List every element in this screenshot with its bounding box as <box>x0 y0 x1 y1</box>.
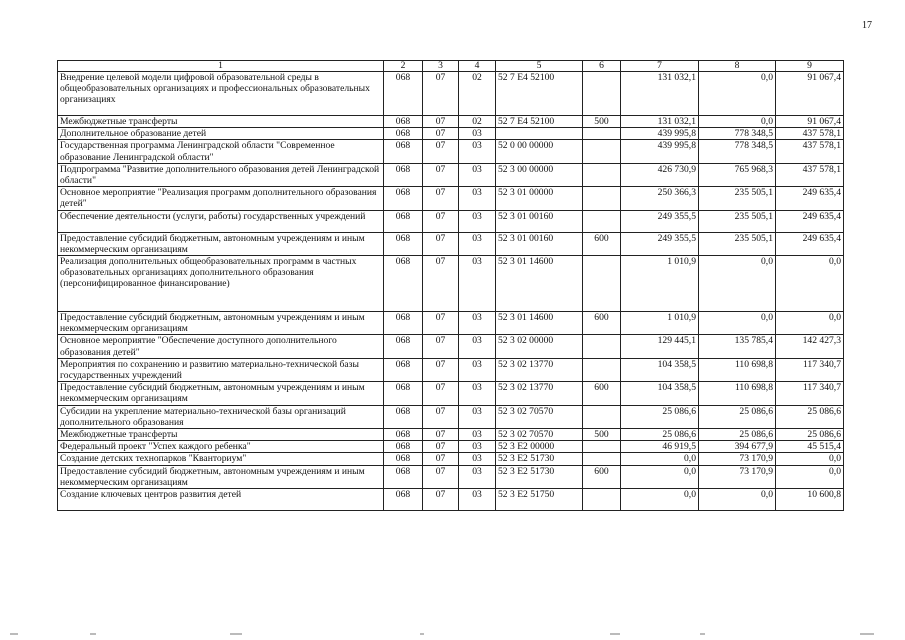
ved-code-cell: 068 <box>384 256 423 312</box>
amount-col7-cell: 0,0 <box>621 489 699 511</box>
expense-type-cell <box>583 140 621 163</box>
section-cell: 07 <box>423 489 459 511</box>
subsection-cell: 03 <box>459 382 496 405</box>
subsection-cell: 03 <box>459 256 496 312</box>
row-name-cell: Межбюджетные трансферты <box>58 429 384 441</box>
subsection-cell: 03 <box>459 465 496 488</box>
amount-col8-cell: 235 505,1 <box>699 187 776 210</box>
row-name-cell: Государственная программа Ленинградской области "Современное образование Ленинградской области" <box>58 140 384 163</box>
row-name-cell: Внедрение целевой модели цифровой образовательной среды в общеобразовательных организациях и профессиональных образовательных организациях <box>58 72 384 116</box>
row-name-cell: Предоставление субсидий бюджетным, автономным учреждениям и иным некоммерческим организациям <box>58 232 384 255</box>
row-name-cell: Федеральный проект "Успех каждого ребенка" <box>58 441 384 453</box>
subsection-cell: 03 <box>459 405 496 428</box>
amount-col7-cell: 25 086,6 <box>621 405 699 428</box>
amount-col9-cell: 249 635,4 <box>776 210 844 232</box>
target-article-cell: 52 3 E2 51730 <box>496 453 583 465</box>
ved-code-cell: 068 <box>384 441 423 453</box>
amount-col8-cell: 0,0 <box>699 489 776 511</box>
section-cell: 07 <box>423 358 459 381</box>
amount-col9-cell: 117 340,7 <box>776 358 844 381</box>
subsection-cell: 03 <box>459 210 496 232</box>
amount-col8-cell: 0,0 <box>699 72 776 116</box>
expense-type-cell <box>583 128 621 140</box>
table-row <box>58 256 844 312</box>
amount-col7-cell: 104 358,5 <box>621 358 699 381</box>
header-cell: 4 <box>459 61 496 72</box>
table-row <box>58 453 844 465</box>
table-row <box>58 312 844 335</box>
subsection-cell: 03 <box>459 312 496 335</box>
table-row <box>58 128 844 140</box>
amount-col7-cell: 1 010,9 <box>621 312 699 335</box>
table-row <box>58 232 844 255</box>
row-name-cell: Подпрограмма "Развитие дополнительного образования детей Ленинградской области" <box>58 163 384 186</box>
amount-col8-cell: 73 170,9 <box>699 453 776 465</box>
ved-code-cell: 068 <box>384 453 423 465</box>
target-article-cell: 52 3 00 00000 <box>496 163 583 186</box>
ved-code-cell: 068 <box>384 405 423 428</box>
amount-col7-cell: 129 445,1 <box>621 335 699 358</box>
target-article-cell: 52 3 02 70570 <box>496 429 583 441</box>
row-name-cell: Основное мероприятие "Обеспечение доступного дополнительного образования детей" <box>58 335 384 358</box>
amount-col9-cell: 437 578,1 <box>776 163 844 186</box>
amount-col7-cell: 25 086,6 <box>621 429 699 441</box>
section-cell: 07 <box>423 335 459 358</box>
target-article-cell: 52 3 01 00000 <box>496 187 583 210</box>
table-row <box>58 210 844 232</box>
row-name-cell: Предоставление субсидий бюджетным, автономным учреждениям и иным некоммерческим организациям <box>58 465 384 488</box>
ved-code-cell: 068 <box>384 140 423 163</box>
amount-col9-cell: 437 578,1 <box>776 140 844 163</box>
target-article-cell: 52 3 02 00000 <box>496 335 583 358</box>
ved-code-cell: 068 <box>384 210 423 232</box>
header-cell: 3 <box>423 61 459 72</box>
scan-mark <box>700 633 705 635</box>
section-cell: 07 <box>423 210 459 232</box>
amount-col7-cell: 131 032,1 <box>621 116 699 128</box>
amount-col7-cell: 439 995,8 <box>621 128 699 140</box>
subsection-cell: 03 <box>459 140 496 163</box>
expense-type-cell: 600 <box>583 382 621 405</box>
amount-col8-cell: 25 086,6 <box>699 405 776 428</box>
amount-col8-cell: 110 698,8 <box>699 382 776 405</box>
expense-type-cell <box>583 187 621 210</box>
expense-type-cell <box>583 453 621 465</box>
amount-col7-cell: 104 358,5 <box>621 382 699 405</box>
subsection-cell: 03 <box>459 489 496 511</box>
header-cell: 6 <box>583 61 621 72</box>
row-name-cell: Основное мероприятие "Реализация программ дополнительного образования детей" <box>58 187 384 210</box>
amount-col9-cell: 10 600,8 <box>776 489 844 511</box>
scan-mark <box>420 633 424 635</box>
section-cell: 07 <box>423 441 459 453</box>
amount-col9-cell: 25 086,6 <box>776 429 844 441</box>
amount-col9-cell: 142 427,3 <box>776 335 844 358</box>
header-cell: 8 <box>699 61 776 72</box>
amount-col7-cell: 0,0 <box>621 453 699 465</box>
ved-code-cell: 068 <box>384 489 423 511</box>
amount-col7-cell: 249 355,5 <box>621 210 699 232</box>
amount-col8-cell: 25 086,6 <box>699 429 776 441</box>
header-cell: 5 <box>496 61 583 72</box>
section-cell: 07 <box>423 465 459 488</box>
target-article-cell: 52 3 01 14600 <box>496 256 583 312</box>
amount-col8-cell: 0,0 <box>699 116 776 128</box>
row-name-cell: Создание детских технопарков "Кванториум" <box>58 453 384 465</box>
amount-col7-cell: 250 366,3 <box>621 187 699 210</box>
subsection-cell: 03 <box>459 335 496 358</box>
amount-col7-cell: 0,0 <box>621 465 699 488</box>
amount-col9-cell: 249 635,4 <box>776 232 844 255</box>
amount-col8-cell: 778 348,5 <box>699 128 776 140</box>
table-row <box>58 335 844 358</box>
section-cell: 07 <box>423 116 459 128</box>
table-row <box>58 72 844 116</box>
subsection-cell: 03 <box>459 187 496 210</box>
header-row <box>58 61 844 72</box>
amount-col9-cell: 0,0 <box>776 312 844 335</box>
section-cell: 07 <box>423 382 459 405</box>
section-cell: 07 <box>423 72 459 116</box>
ved-code-cell: 068 <box>384 465 423 488</box>
amount-col7-cell: 1 010,9 <box>621 256 699 312</box>
amount-col9-cell: 45 515,4 <box>776 441 844 453</box>
section-cell: 07 <box>423 187 459 210</box>
amount-col9-cell: 0,0 <box>776 256 844 312</box>
row-name-cell: Мероприятия по сохранению и развитию материально-технической базы государственных учреждений <box>58 358 384 381</box>
ved-code-cell: 068 <box>384 72 423 116</box>
amount-col9-cell: 91 067,4 <box>776 72 844 116</box>
amount-col8-cell: 0,0 <box>699 256 776 312</box>
table-row <box>58 441 844 453</box>
subsection-cell: 03 <box>459 453 496 465</box>
section-cell: 07 <box>423 405 459 428</box>
row-name-cell: Обеспечение деятельности (услуги, работы) государственных учреждений <box>58 210 384 232</box>
table-row <box>58 429 844 441</box>
row-name-cell: Создание ключевых центров развития детей <box>58 489 384 511</box>
section-cell: 07 <box>423 128 459 140</box>
header-cell: 9 <box>776 61 844 72</box>
table-row <box>58 187 844 210</box>
section-cell: 07 <box>423 163 459 186</box>
table-row <box>58 382 844 405</box>
budget-table <box>57 60 844 511</box>
subsection-cell: 02 <box>459 72 496 116</box>
page-number: 17 <box>862 20 872 31</box>
scan-mark <box>610 633 620 635</box>
amount-col9-cell: 0,0 <box>776 465 844 488</box>
amount-col7-cell: 249 355,5 <box>621 232 699 255</box>
target-article-cell: 52 3 01 00160 <box>496 232 583 255</box>
expense-type-cell <box>583 210 621 232</box>
expense-type-cell: 600 <box>583 312 621 335</box>
expense-type-cell <box>583 441 621 453</box>
target-article-cell: 52 3 01 00160 <box>496 210 583 232</box>
subsection-cell: 02 <box>459 116 496 128</box>
section-cell: 07 <box>423 140 459 163</box>
table-row <box>58 116 844 128</box>
amount-col9-cell: 249 635,4 <box>776 187 844 210</box>
header-cell: 1 <box>58 61 384 72</box>
ved-code-cell: 068 <box>384 128 423 140</box>
ved-code-cell: 068 <box>384 187 423 210</box>
amount-col8-cell: 394 677,9 <box>699 441 776 453</box>
target-article-cell: 52 3 02 70570 <box>496 405 583 428</box>
header-cell: 7 <box>621 61 699 72</box>
subsection-cell: 03 <box>459 163 496 186</box>
table-row <box>58 358 844 381</box>
expense-type-cell <box>583 489 621 511</box>
ved-code-cell: 068 <box>384 232 423 255</box>
amount-col9-cell: 437 578,1 <box>776 128 844 140</box>
ved-code-cell: 068 <box>384 335 423 358</box>
section-cell: 07 <box>423 312 459 335</box>
target-article-cell: 52 3 02 13770 <box>496 382 583 405</box>
row-name-cell: Предоставление субсидий бюджетным, автономным учреждениям и иным некоммерческим организациям <box>58 382 384 405</box>
scan-mark <box>90 633 96 635</box>
subsection-cell: 03 <box>459 441 496 453</box>
amount-col7-cell: 131 032,1 <box>621 72 699 116</box>
subsection-cell: 03 <box>459 358 496 381</box>
subsection-cell: 03 <box>459 429 496 441</box>
ved-code-cell: 068 <box>384 429 423 441</box>
target-article-cell: 52 3 E2 00000 <box>496 441 583 453</box>
section-cell: 07 <box>423 232 459 255</box>
amount-col8-cell: 778 348,5 <box>699 140 776 163</box>
row-name-cell: Реализация дополнительных общеобразовательных программ в частных образовательных организациях дополнительного образования (персонифицированное финансирование) <box>58 256 384 312</box>
target-article-cell: 52 3 E2 51750 <box>496 489 583 511</box>
amount-col7-cell: 439 995,8 <box>621 140 699 163</box>
target-article-cell <box>496 128 583 140</box>
target-article-cell: 52 7 E4 52100 <box>496 116 583 128</box>
scan-edge-artifact <box>0 633 905 637</box>
expense-type-cell: 600 <box>583 232 621 255</box>
amount-col9-cell: 117 340,7 <box>776 382 844 405</box>
expense-type-cell <box>583 358 621 381</box>
amount-col8-cell: 235 505,1 <box>699 232 776 255</box>
table-row <box>58 465 844 488</box>
header-cell: 2 <box>384 61 423 72</box>
target-article-cell: 52 3 02 13770 <box>496 358 583 381</box>
row-name-cell: Предоставление субсидий бюджетным, автономным учреждениям и иным некоммерческим организациям <box>58 312 384 335</box>
section-cell: 07 <box>423 429 459 441</box>
table-row <box>58 489 844 511</box>
scan-mark <box>860 633 874 635</box>
amount-col9-cell: 0,0 <box>776 453 844 465</box>
table-row <box>58 163 844 186</box>
subsection-cell: 03 <box>459 128 496 140</box>
row-name-cell: Субсидии на укрепление материально-технической базы организаций дополнительного образования <box>58 405 384 428</box>
target-article-cell: 52 7 E4 52100 <box>496 72 583 116</box>
row-name-cell: Межбюджетные трансферты <box>58 116 384 128</box>
scan-mark <box>10 633 18 635</box>
target-article-cell: 52 3 E2 51730 <box>496 465 583 488</box>
expense-type-cell <box>583 72 621 116</box>
table-row <box>58 140 844 163</box>
expense-type-cell <box>583 335 621 358</box>
target-article-cell: 52 0 00 00000 <box>496 140 583 163</box>
amount-col7-cell: 46 919,5 <box>621 441 699 453</box>
section-cell: 07 <box>423 256 459 312</box>
amount-col8-cell: 110 698,8 <box>699 358 776 381</box>
scan-mark <box>230 633 242 635</box>
amount-col7-cell: 426 730,9 <box>621 163 699 186</box>
ved-code-cell: 068 <box>384 116 423 128</box>
table-row <box>58 405 844 428</box>
target-article-cell: 52 3 01 14600 <box>496 312 583 335</box>
amount-col8-cell: 73 170,9 <box>699 465 776 488</box>
row-name-cell: Дополнительное образование детей <box>58 128 384 140</box>
expense-type-cell <box>583 405 621 428</box>
amount-col8-cell: 765 968,3 <box>699 163 776 186</box>
amount-col9-cell: 91 067,4 <box>776 116 844 128</box>
section-cell: 07 <box>423 453 459 465</box>
ved-code-cell: 068 <box>384 163 423 186</box>
subsection-cell: 03 <box>459 232 496 255</box>
amount-col9-cell: 25 086,6 <box>776 405 844 428</box>
expense-type-cell: 500 <box>583 116 621 128</box>
ved-code-cell: 068 <box>384 382 423 405</box>
expense-type-cell: 500 <box>583 429 621 441</box>
expense-type-cell: 600 <box>583 465 621 488</box>
amount-col8-cell: 0,0 <box>699 312 776 335</box>
amount-col8-cell: 135 785,4 <box>699 335 776 358</box>
ved-code-cell: 068 <box>384 312 423 335</box>
ved-code-cell: 068 <box>384 358 423 381</box>
expense-type-cell <box>583 163 621 186</box>
amount-col8-cell: 235 505,1 <box>699 210 776 232</box>
expense-type-cell <box>583 256 621 312</box>
